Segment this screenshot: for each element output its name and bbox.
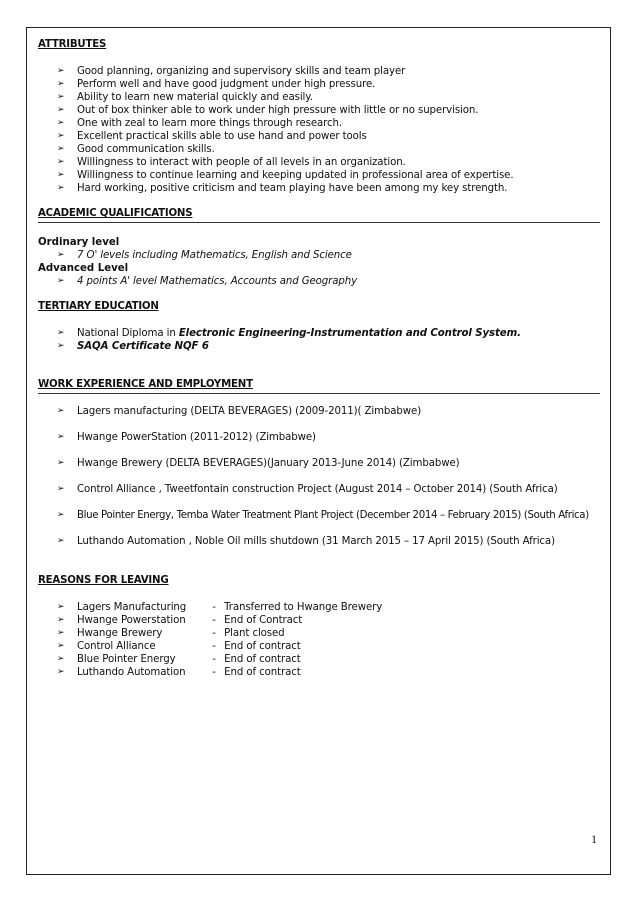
arrow-bullet-icon: ➢ xyxy=(57,170,65,180)
list-item: ➢ Blue Pointer Energy, Temba Water Treatment Plant Project (December 2014 – February 2015) (South Africa) xyxy=(57,510,589,521)
arrow-bullet-icon: ➢ xyxy=(57,641,65,651)
arrow-bullet-icon: ➢ xyxy=(57,432,65,442)
arrow-bullet-icon: ➢ xyxy=(57,628,65,638)
list-item: ➢ Ability to learn new material quickly and easily. xyxy=(57,92,313,103)
arrow-bullet-icon: ➢ xyxy=(57,118,65,128)
list-item: ➢ One with zeal to learn more things through research. xyxy=(57,118,343,129)
list-item: ➢ 7 O' levels including Mathematics, English and Science xyxy=(57,250,352,261)
cv-page xyxy=(38,38,603,679)
list-item: ➢ Control Alliance , Tweetfontain construction Project (August 2014 – October 2014) (South Africa) xyxy=(57,484,558,495)
arrow-bullet-icon: ➢ xyxy=(57,105,65,115)
tertiary-list xyxy=(38,327,603,353)
arrow-bullet-icon: ➢ xyxy=(57,276,65,286)
arrow-bullet-icon: ➢ xyxy=(57,484,65,494)
arrow-bullet-icon: ➢ xyxy=(57,615,65,625)
list-item: ➢ Out of box thinker able to work under high pressure with little or no supervision. xyxy=(57,105,479,116)
reasons-list xyxy=(38,601,603,679)
list-item: ➢ Luthando Automation , Noble Oil mills shutdown (31 March 2015 – 17 April 2015) (South Africa) xyxy=(57,536,555,547)
list-item: ➢ Hwange Powerstation - End of Contract xyxy=(57,615,303,626)
list-item: ➢ SAQA Certificate NQF 6 xyxy=(57,341,209,352)
arrow-bullet-icon: ➢ xyxy=(57,602,65,612)
list-item: ➢ Control Alliance - End of contract xyxy=(57,641,301,652)
list-item: ➢ Hwange Brewery (DELTA BEVERAGES)(January 2013-June 2014) (Zimbabwe) xyxy=(57,458,460,469)
arrow-bullet-icon: ➢ xyxy=(57,92,65,102)
arrow-bullet-icon: ➢ xyxy=(57,328,65,338)
list-item: ➢ Hwange Brewery - Plant closed xyxy=(57,628,285,639)
work-list xyxy=(38,405,603,548)
list-item: ➢ Lagers Manufacturing - Transferred to Hwange Brewery xyxy=(57,602,383,613)
arrow-bullet-icon: ➢ xyxy=(57,510,65,520)
arrow-bullet-icon: ➢ xyxy=(57,157,65,167)
list-item: ➢ Hard working, positive criticism and team playing have been among my key strength. xyxy=(57,183,508,194)
ordinary-level-label: Ordinary level xyxy=(38,237,120,248)
list-item: ➢ Excellent practical skills able to use hand and power tools xyxy=(57,131,367,142)
arrow-bullet-icon: ➢ xyxy=(57,79,65,89)
list-item: ➢ 4 points A' level Mathematics, Accounts and Geography xyxy=(57,276,358,287)
list-item: ➢ Blue Pointer Energy - End of contract xyxy=(57,654,301,665)
academic-heading: ACADEMIC QUALIFICATIONS xyxy=(38,207,600,223)
list-item: ➢ Good planning, organizing and supervisory skills and team player xyxy=(57,66,406,77)
arrow-bullet-icon: ➢ xyxy=(57,131,65,141)
arrow-bullet-icon: ➢ xyxy=(57,250,65,260)
list-item: ➢ Luthando Automation - End of contract xyxy=(57,667,301,678)
list-item: ➢ Willingness to interact with people of all levels in an organization. xyxy=(57,157,406,168)
attributes-list xyxy=(38,65,603,195)
list-item: ➢ National Diploma in Electronic Engineering-Instrumentation and Control System. xyxy=(57,328,521,339)
arrow-bullet-icon: ➢ xyxy=(57,536,65,546)
arrow-bullet-icon: ➢ xyxy=(57,341,65,351)
arrow-bullet-icon: ➢ xyxy=(57,667,65,677)
list-item: ➢ Hwange PowerStation (2011-2012) (Zimbabwe) xyxy=(57,432,316,443)
list-item: ➢ Good communication skills. xyxy=(57,144,215,155)
list-item: ➢ Lagers manufacturing (DELTA BEVERAGES) (2009-2011)( Zimbabwe) xyxy=(57,406,422,417)
advanced-level-list xyxy=(38,275,603,288)
tertiary-heading: TERTIARY EDUCATION xyxy=(38,301,159,312)
arrow-bullet-icon: ➢ xyxy=(57,66,65,76)
advanced-level-label: Advanced Level xyxy=(38,263,129,274)
list-item: ➢ Perform well and have good judgment under high pressure. xyxy=(57,79,376,90)
arrow-bullet-icon: ➢ xyxy=(57,406,65,416)
list-item: ➢ Willingness to continue learning and keeping updated in professional area of expertise. xyxy=(57,170,514,181)
ordinary-level-list xyxy=(38,249,603,262)
reasons-heading: REASONS FOR LEAVING xyxy=(38,575,169,586)
arrow-bullet-icon: ➢ xyxy=(57,183,65,193)
work-heading: WORK EXPERIENCE AND EMPLOYMENT xyxy=(38,378,600,394)
attributes-heading: ATTRIBUTES xyxy=(38,39,107,50)
arrow-bullet-icon: ➢ xyxy=(57,144,65,154)
arrow-bullet-icon: ➢ xyxy=(57,458,65,468)
page-number: 1 xyxy=(591,832,597,846)
arrow-bullet-icon: ➢ xyxy=(57,654,65,664)
